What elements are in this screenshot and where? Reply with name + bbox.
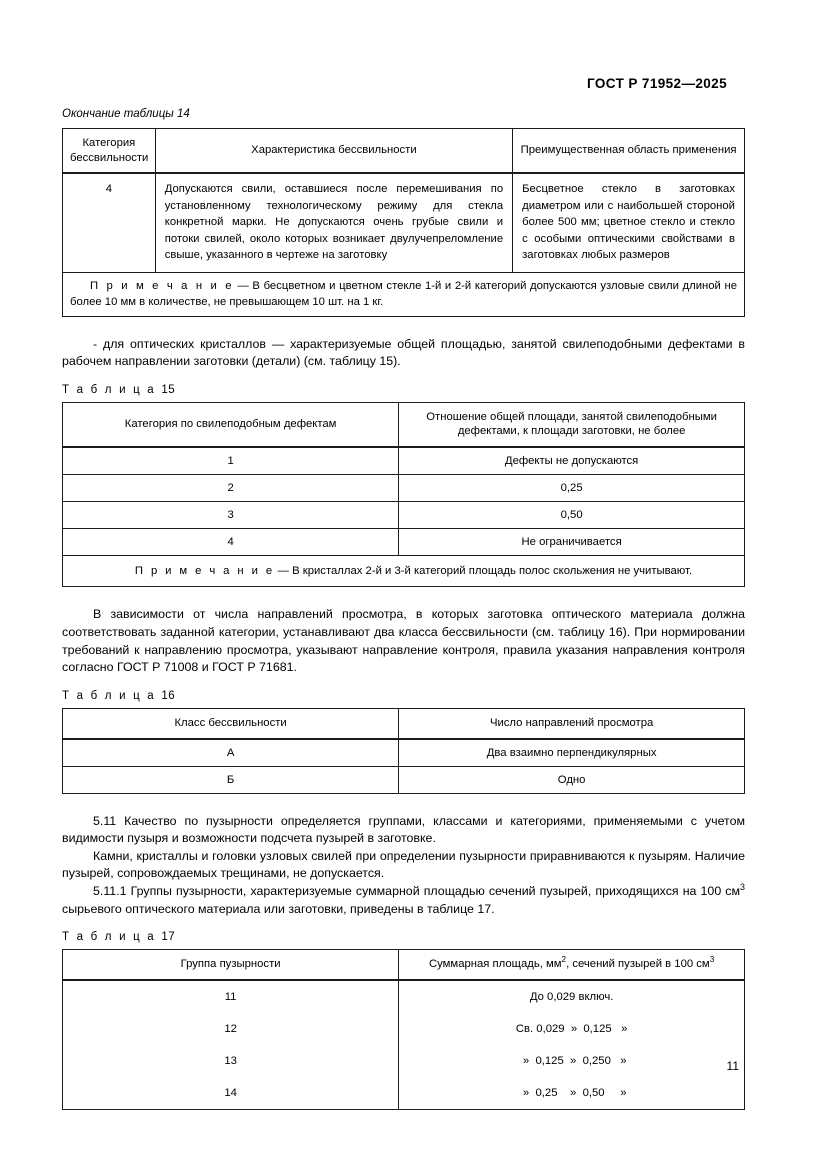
table-14-header-row — [63, 129, 745, 174]
table-row — [63, 447, 745, 475]
table-16-label-word: Т а б л и ц а — [62, 689, 156, 702]
table-14-cell-application: Бесцветное стекло в заготовках диаметром или с наибольшей стороной более 500 мм; цветное стекло и стекло с особыми оптическими свойствами в заготовках любых размеров — [513, 173, 745, 272]
table-16-cell-class-b: Б — [63, 766, 399, 793]
table-17-cell-value-13 — [399, 1045, 745, 1077]
table-15-label — [62, 384, 745, 396]
table-17 — [62, 949, 745, 1110]
table-14-header-category: Категория бессвильности — [63, 129, 156, 174]
table-17-header-group: Группа пузырности — [63, 950, 399, 980]
table-row — [63, 739, 745, 767]
paragraph-5-11-stones: Камни, кристаллы и головки узловых свилей при определении пузырности приравниваются к пузырям. Наличие пузырей, сопровождаемых трещинами, не допускается. — [62, 848, 745, 881]
table-15-cell-value-1: Дефекты не допускаются — [399, 447, 745, 475]
table-17-header-row — [63, 950, 745, 980]
table-16-cell-value-a: Два взаимно перпендикулярных — [399, 739, 745, 767]
table-17-header-area — [399, 950, 745, 980]
table-15 — [62, 402, 745, 588]
table-row — [63, 529, 745, 556]
table-17-cell-group-14: 14 — [63, 1077, 399, 1110]
table-15-header-ratio: Отношение общей площади, занятой свилеподобными дефектами, к площади заготовки, не более — [399, 402, 745, 447]
table-17-label — [62, 931, 745, 943]
table-17-range-12: Св. 0,029 » 0,125 » — [515, 1022, 628, 1035]
table-14-note-row — [63, 272, 745, 316]
table-14-note-text: — В бесцветном и цветном стекле 1-й и 2-й категорий допускаются узловые свили длиной не более 10 мм в количестве, не превышающем 10 шт. на 1 кг. — [70, 279, 737, 309]
table-17-cell-group-13: 13 — [63, 1045, 399, 1077]
table-17-cell-group-11: 11 — [63, 980, 399, 1013]
table-row — [63, 475, 745, 502]
page-number: 11 — [726, 1059, 739, 1073]
table-17-cell-group-12: 12 — [63, 1013, 399, 1045]
table-15-note-text: — В кристаллах 2-й и 3-й категорий площадь полос скольжения не учитывают. — [277, 565, 693, 578]
paragraph-bessvilnost-classes: В зависимости от числа направлений просмотра, в которых заготовка оптического материала должна соответствовать заданной категории, устанавливают два класса бессвильности (см. таблицу 16). При нормировании требований к направлению просмотра, указывают направление контроля, правила указания направления контроля согласно ГОСТ Р 71008 и ГОСТ Р 71681. — [62, 607, 745, 675]
table-15-header-row — [63, 402, 745, 447]
table-14-note — [63, 272, 745, 316]
table-16 — [62, 708, 745, 794]
table-17-header-area-part1: Суммарная площадь, мм — [428, 958, 562, 971]
table-15-header-category: Категория по свилеподобным дефектам — [63, 402, 399, 447]
paragraph-5-11-1 — [62, 883, 745, 918]
running-header-standard-id: ГОСТ Р 71952—2025 — [586, 76, 727, 91]
table-15-cell-value-2: 0,25 — [399, 475, 745, 502]
table-15-cell-value-4: Не ограничивается — [399, 529, 745, 556]
table-15-number: 15 — [161, 383, 176, 396]
table-15-label-word: Т а б л и ц а — [62, 383, 156, 396]
table-17-cell-value-11 — [399, 980, 745, 1013]
table-17-header-area-part2: , сечений пузырей в 100 см — [566, 958, 710, 971]
table-17-cell-value-12 — [399, 1013, 745, 1045]
table-14-cell-characteristic: Допускаются свили, оставшиеся после перемешивания по установленному технологическому режиму для стекла конкретной марки. Не допускаются очень грубые свили и потоки свилей, около которых возникает двулучепреломление свыше, указанного в чертеже на заготовку — [155, 173, 512, 272]
table-17-range-11: До 0,029 включ. — [529, 990, 614, 1003]
table-17-number: 17 — [161, 931, 176, 944]
table-14-header-characteristic: Характеристика бессвильности — [155, 129, 512, 174]
table-15-note — [63, 556, 745, 587]
table-16-cell-value-b: Одно — [399, 766, 745, 793]
table-16-label — [62, 690, 745, 702]
paragraph-optical-crystals: - для оптических кристаллов — характеризуемые общей площадью, занятой свилеподобными дефектами в рабочем направлении заготовки (детали) (см. таблицу 15). — [62, 336, 745, 369]
table-15-cell-value-3: 0,50 — [399, 502, 745, 529]
table-14 — [62, 128, 745, 317]
paragraph-5-11-1-superscript: 3 — [740, 881, 745, 892]
table-row — [63, 980, 745, 1013]
table-14-header-application: Преимущественная область применения — [513, 129, 745, 174]
table-17-range-13: » 0,125 » 0,250 » — [516, 1054, 627, 1067]
table-16-header-row — [63, 708, 745, 738]
table-17-cell-value-14 — [399, 1077, 745, 1110]
paragraph-5-11: 5.11 Качество по пузырности определяется группами, классами и категориями, применяемыми с учетом видимости пузыря и возможности подсчета пузырей в заготовке. — [62, 813, 745, 846]
table-row — [63, 1045, 745, 1077]
page-content — [62, 108, 745, 1110]
table-14-note-label: П р и м е ч а н и е — [90, 279, 234, 292]
table-row — [63, 766, 745, 793]
table-16-cell-class-a: А — [63, 739, 399, 767]
paragraph-5-11-1-part1: 5.11.1 Группы пузырности, характеризуемые суммарной площадью сечений пузырей, приходящихся на 100 см — [93, 884, 741, 898]
table-15-cell-category-1: 1 — [63, 447, 399, 475]
table-17-header-area-sup1: 2 — [561, 955, 567, 965]
table-15-cell-category-3: 3 — [63, 502, 399, 529]
table-16-header-class: Класс бессвильности — [63, 708, 399, 738]
table-15-cell-category-2: 2 — [63, 475, 399, 502]
table-row — [63, 173, 745, 272]
table-16-number: 16 — [161, 689, 176, 702]
table-14-caption: Окончание таблицы 14 — [62, 108, 190, 120]
table-17-range-14: » 0,25 » 0,50 » — [516, 1086, 627, 1099]
table-row — [63, 1013, 745, 1045]
table-15-note-label: П р и м е ч а н и е — [134, 565, 275, 578]
table-row — [63, 502, 745, 529]
table-17-label-word: Т а б л и ц а — [62, 931, 156, 944]
table-16-header-directions: Число направлений просмотра — [399, 708, 745, 738]
table-17-header-area-sup2: 3 — [709, 955, 715, 965]
table-15-note-row — [63, 556, 745, 587]
table-14-cell-category: 4 — [63, 173, 156, 272]
table-15-cell-category-4: 4 — [63, 529, 399, 556]
paragraph-5-11-1-part2: сырьевого оптического материала или заготовки, приведены в таблице 17. — [62, 901, 495, 916]
table-row — [63, 1077, 745, 1110]
